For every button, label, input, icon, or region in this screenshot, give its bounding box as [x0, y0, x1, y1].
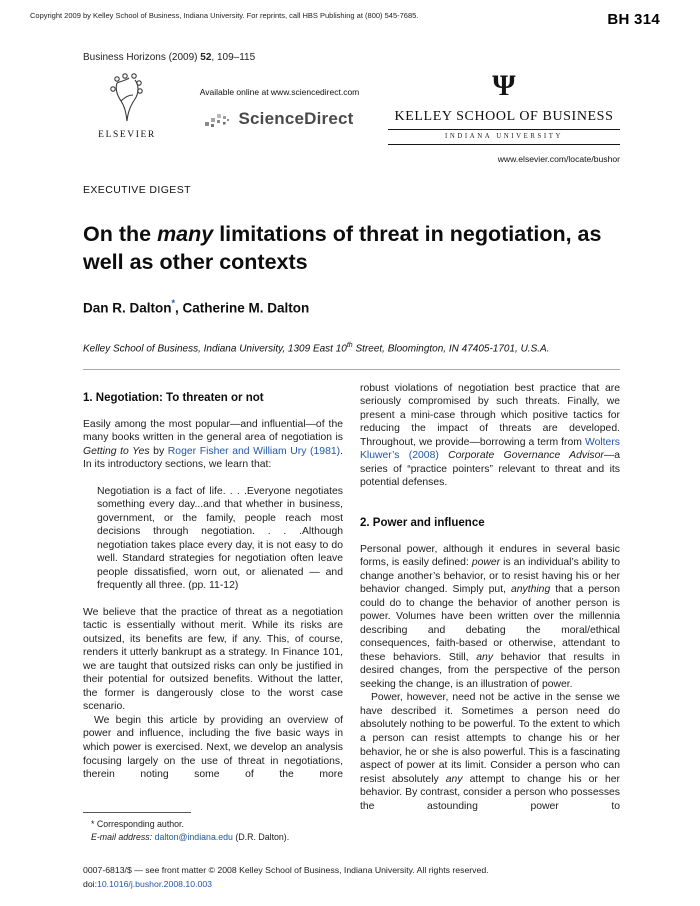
masthead [83, 71, 620, 164]
right-column [360, 382, 620, 844]
emphasis-anything: anything [510, 584, 551, 596]
affiliation-line [83, 342, 620, 354]
left-column [83, 382, 343, 844]
section-eyebrow: EXECUTIVE DIGEST [83, 184, 191, 196]
title-text: On the [83, 222, 158, 246]
elsevier-tree-icon [105, 71, 149, 123]
text-segment: robust violations of negotiation best practice that are seriously compromised by such threats. Finally, we present a mini-case through which positive tactics for reducing the impact of threats are developed. Throughout, we provide—borrowing a term from [360, 382, 620, 448]
text-segment [439, 450, 448, 461]
citation-link-fisher-ury[interactable]: Roger Fisher and William Ury (1981) [167, 445, 341, 457]
elsevier-wordmark: ELSEVIER [98, 130, 156, 140]
sciencedirect-logo [171, 109, 388, 129]
text-segment: . In its introductory sections, we learn that: [83, 445, 343, 471]
footnote-asterisk: * [91, 818, 95, 829]
title-text: limitations of threat in negotiation, as well as other contexts [83, 222, 602, 274]
title-emphasis: many [157, 222, 214, 246]
text-segment: Corresponding author. [94, 818, 184, 829]
journal-pages: , 109–115 [211, 52, 256, 63]
article-title [83, 221, 620, 277]
doi-link[interactable]: 10.1016/j.bushor.2008.10.003 [97, 878, 212, 889]
book-title: Getting to Yes [83, 445, 150, 457]
paragraph [360, 691, 620, 813]
doi-label: doi: [83, 878, 98, 889]
text-segment: Personal power, although it endures in several basic forms, is easily defined: [360, 543, 620, 569]
available-online-text: Available online at www.sciencedirect.com [199, 87, 360, 97]
elsevier-logo [83, 71, 171, 140]
text-segment: Easily among the most popular—and influential—of the many books written in the general area of negotiation is [83, 418, 343, 444]
text-segment: (D.R. Dalton). [232, 831, 290, 842]
affiliation-ordinal: th [346, 342, 353, 350]
text-segment: is an individual’s ability to change another’s behavior, or to resist having his or her behavior changed. Simply put, [360, 557, 620, 596]
issn-line: 0007-6813/$ — see front matter © 2008 Kelley School of Business, Indiana University. All rights reserved. [83, 864, 489, 875]
block-quote: Negotiation is a fact of life. . . .Everyone negotiates something every day...and that whether in business, government, or the family, people reach most decisions through negotiation. . . .Although negotiation takes place every day, it is not easy to do well. Standard strategies for negotiation often leave people dissatisfied, worn out, or alienated — and frequently all three. (pp. 11-12) [97, 485, 343, 592]
sciencedirect-block [171, 71, 388, 129]
paragraph [360, 382, 620, 490]
journal-name-year: Business Horizons (2009) [83, 52, 201, 63]
page-footer [83, 864, 620, 892]
header-divider [83, 369, 620, 370]
text-segment: by [149, 445, 168, 457]
author-dan-dalton: Dan R. Dalton [83, 300, 172, 316]
footnote-divider [83, 812, 191, 813]
emphasis-power: power [471, 557, 501, 569]
footnote-corresponding [83, 818, 343, 831]
affiliation-text: Kelley School of Business, Indiana University, 1309 East 10 [83, 343, 347, 355]
text-segment: —a series of “practice pointers” relevant to threat and its potential defenses. [360, 450, 620, 489]
kelley-school-wordmark: KELLEY SCHOOL OF BUSINESS [388, 109, 620, 130]
article-body [83, 382, 620, 844]
paragraph [360, 543, 620, 692]
email-label: E-mail address: [91, 831, 155, 842]
kelley-school-block [388, 71, 620, 164]
section-1-heading: 1. Negotiation: To threaten or not [83, 391, 264, 404]
iu-trident-icon: Ψ [492, 69, 516, 102]
text-segment: Power, however, need not be active in the sense we have described it. Sometimes a person need do absolutely nothing to be powerful. To the extent to which a person can resist attempts to change his or her behavior, he or she is also powerful. This is a fascinating aspect of power at its limit. Consider a person who can resist absolutely [360, 692, 620, 785]
paragraph: We believe that the practice of threat as a negotiation tactic is essentially without merit. While its risks are outsized, its benefits are few, if any. This, of course, renders it utterly bankrupt as a strategy. In Finance 101, we are taught that outsized risks can only be justified in their potential for outsized benefits. Without the latter, the former is dangerously close to the worst case scenario. [83, 606, 343, 713]
text-segment: attempt to change his or her behavior. By contrast, consider a person who possesses the astounding power to [360, 773, 620, 812]
journal-title-italic: Corporate Governance Advisor [448, 450, 604, 462]
footnote-email [83, 831, 343, 844]
text-segment: that a person could do to change the behavior of another person is power. Volumes have been written over the millennia describing and debating the moral/ethical consequences, faith-based or otherwise, attendant to these behaviors. Still, [360, 584, 620, 663]
page-content [0, 52, 700, 892]
citation-link-wolters-kluwer[interactable]: Wolters Kluwer’s (2008) [360, 436, 620, 462]
issue-code: BH 314 [607, 11, 660, 28]
journal-volume: 52 [200, 52, 212, 63]
text-segment: behavior that results in desired changes, from the perspective of the person seeking the change, is an illustration of power. [360, 651, 620, 690]
sciencedirect-wordmark: ScienceDirect [238, 109, 354, 128]
journal-reference [83, 52, 620, 63]
footnote [83, 812, 343, 844]
affiliation-text: Street, Bloomington, IN 47405-1701, U.S.A. [352, 343, 550, 355]
author-catherine-dalton: , Catherine M. Dalton [175, 300, 310, 316]
copyright-line: Copyright 2009 by Kelley School of Business, Indiana University. For reprints, call HBS Publishing at (800) 545-7685. [30, 11, 419, 20]
journal-homepage-url: www.elsevier.com/locate/bushor [497, 154, 620, 164]
sciencedirect-dots-icon [205, 110, 231, 128]
email-link[interactable]: dalton@indiana.edu [154, 831, 233, 842]
indiana-university-label: INDIANA UNIVERSITY [388, 130, 620, 145]
paragraph [83, 418, 343, 472]
corresponding-author-asterisk[interactable]: * [171, 297, 176, 308]
authors-line [83, 299, 620, 316]
top-bar [0, 0, 700, 28]
emphasis-any: any [445, 773, 463, 785]
section-2-heading: 2. Power and influence [360, 516, 485, 529]
emphasis-any: any [476, 651, 494, 663]
doi-line [83, 878, 620, 892]
paragraph: We begin this article by providing an overview of power and influence, including the five basic ways in which power is exercised. Next, we develop an analysis focusing largely on the use of threat in negotiations, therein noting some of the more [83, 714, 343, 781]
